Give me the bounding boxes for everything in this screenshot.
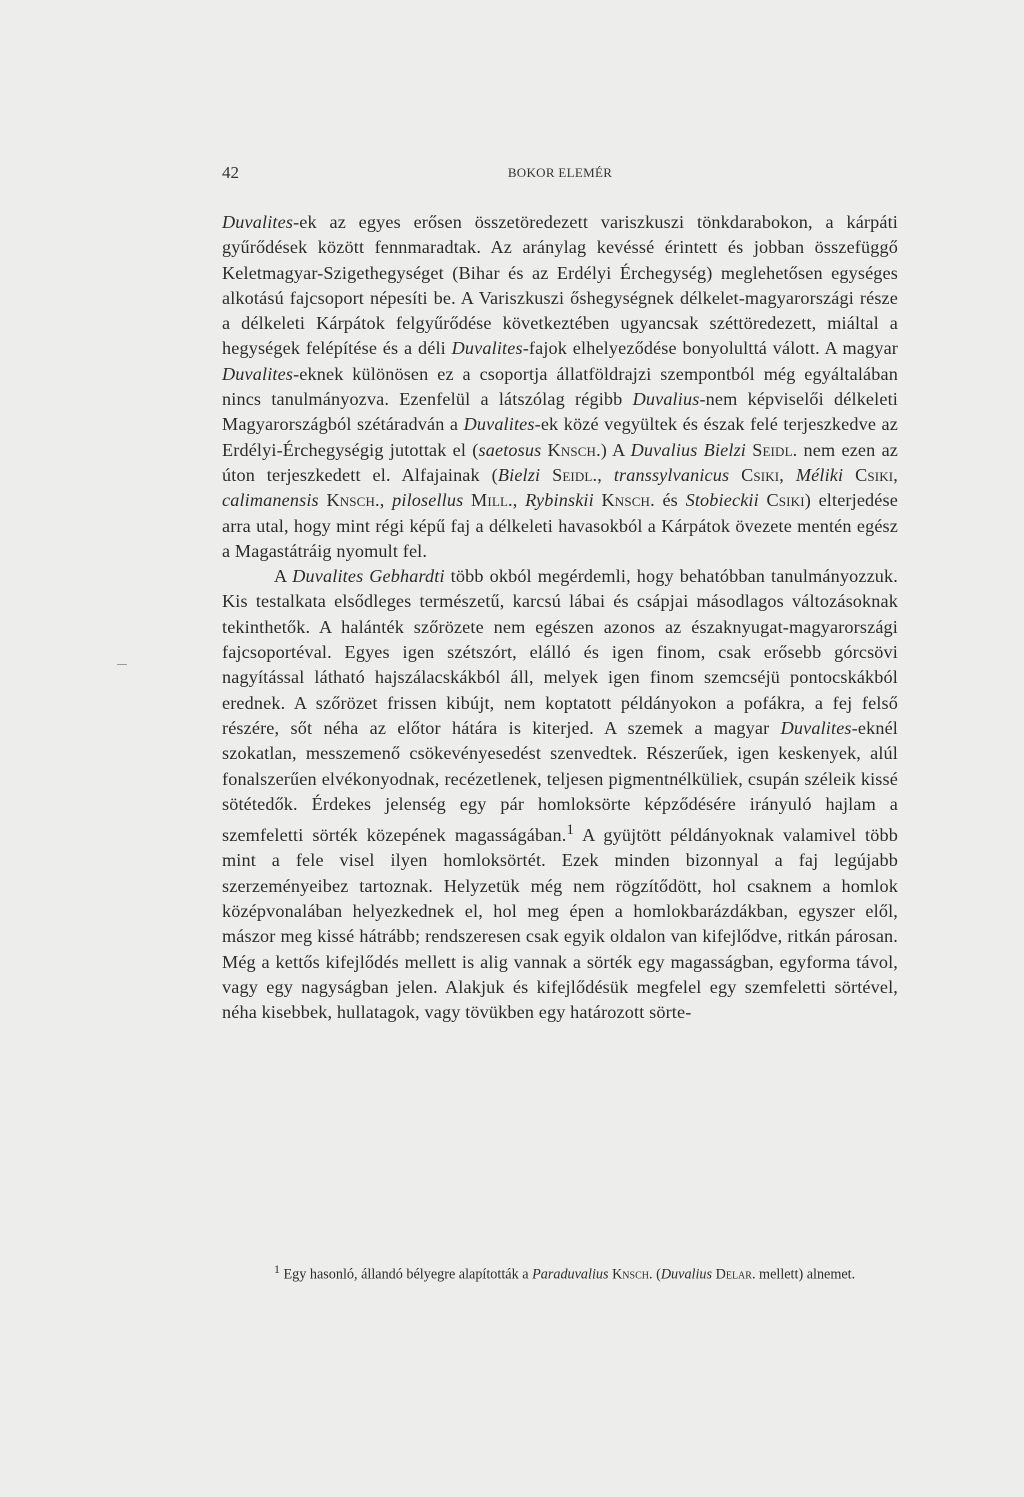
margin-mark <box>117 664 127 665</box>
small-caps-run: Knsch. <box>547 439 601 460</box>
page-header <box>222 163 898 185</box>
text-run <box>729 465 741 485</box>
page-number: 42 <box>222 163 239 182</box>
body-text <box>222 210 898 1026</box>
text-run: -ek az egyes erősen összetöredezett variszkuszi tönkdarabokon, a kárpáti gyűrődések között fennmaradtak. Az aránylag kevéssé érintett és jobban összefüggő Keletmagyar-Szigethegységet (Bihar és az Erdélyi Érchegység) meglehetősen egységes alkotású fajcsoport népesíti be. A Variszkuszi őshegységnek délkelet-magyarországi része a délkeleti Kárpátok felgyűrődése következtében ugyancsak széttöredezett, miáltal a hegységek felépítése és a déli <box>222 212 898 359</box>
text-run: , <box>597 464 614 485</box>
italic-run: Duvalites <box>222 363 294 384</box>
text-run: ) elterjedése arra utal, hogy mint régi képű faj a délkeleti havasokból a Kárpátok övezete mentén egész a Magastátráig nyomult fel. <box>222 490 898 561</box>
footnote-marker: 1 <box>274 1262 280 1276</box>
italic-run: Duvalites <box>780 717 852 738</box>
footnote-marker: 1 <box>566 821 575 839</box>
text-run: -ek közé vegyültek és észak felé terjeszkedve az Erdélyi-Érchegységig jutottak el ( <box>222 414 898 460</box>
text-run: A <box>274 566 293 587</box>
italic-run: Méliki <box>795 464 844 485</box>
text-run: , <box>379 490 393 511</box>
italic-run: Paraduvalius <box>532 1266 609 1283</box>
text-run: nem ezen az úton terjeszkedett el. Alfajainak ( <box>222 439 899 485</box>
text-run: A gyüjtött példányoknak valamivel több mint a fele visel ilyen homloksörtét. Ezek minden bizonnyal a faj legújabb szerzeményeibez tartoznak. Helyzetük még nem rögzítődött, hol csaknem a homlok középvonalában helyezkednek el, hol meg épen a homlokbarázdákban, egyszer elől, mászor meg kissé hátrább; rendszeresen csak egyik oldalon van kifejlődve, ritkán párosan. Még a kettős kifejlődés mellett is alig vannak a sörték egy magasságban, egyforma távol, vagy egy nagyságban jelen. Alakjuk és kifejlődésük megfelel egy szemfeletti sörtével, néha kisebbek, hullatagok, vagy tövükben egy határozott sörte- <box>222 825 898 1023</box>
text-run: ( <box>652 1266 661 1283</box>
text-run: ) A <box>600 439 631 460</box>
text-run: , <box>512 490 526 511</box>
text-run <box>463 490 471 510</box>
italic-run: Duvalius Bielzi <box>630 439 747 460</box>
italic-run: Duvalites <box>463 414 535 435</box>
italic-run: Rybinskii <box>525 490 594 511</box>
text-run <box>594 490 602 510</box>
running-title: BOKOR ELEMÉR <box>507 165 613 180</box>
footnote <box>222 1259 898 1285</box>
text-run: -nem képviselői délkeleti Magyarországból szétáradván a <box>222 389 898 435</box>
italic-run: Duvalius <box>632 389 700 410</box>
small-caps-run: Knsch. <box>612 1266 653 1283</box>
italic-run: saetosus <box>478 439 542 460</box>
text-run: több okból megérdemli, hogy behatóbban tanulmányozzuk. Kis testalkata elsődleges természetű, karcsú lábai és csápjai másodlagos változásoknak tekinthetők. A halánték szőrözete nem egészen azonos az északnyugat-magyarországi fajcsoportéval. Egyes igen szétszórt, elálló és igen finom, csak erősebb górcsövi nagyítással látható hajszálacskákból áll, melyek igen finom szemcséjü pontocskákból erednek. A szőrözet frissen kibújt, nem koptatott példányokon a pofákra, a fej felső részére, sőt néha az előtor hátára is kiterjed. A szemek a magyar <box>222 566 898 738</box>
text-run: mellett) alnemet. <box>755 1266 856 1283</box>
text-run: -eknél szokatlan, messzemenő csökevényesedést szenvedtek. Részerűek, igen keskenyek, alúl fonalszerűen elvékonyodnak, recézetlenek, teljesen pigmentnélküliek, csupán széleik kissé sötétedők. Érdekes jelenség egy pár homloksörte képződésére irányuló hajlam a szemfeletti sörték közepének magasságában. <box>222 717 898 846</box>
text-run: -eknek különösen ez a csoportja állatföldrajzi szempontból még egyáltalában nincs tanulmányozva. Ezenfelül a látszólag régibb <box>222 363 898 410</box>
italic-run: Stobieckii <box>685 490 759 511</box>
text-run: -fajok elhelyeződése bonyolulttá válott. A magyar <box>522 338 898 359</box>
italic-run: transsylvanicus <box>613 464 730 485</box>
small-caps-run: Mill. <box>471 490 513 511</box>
small-caps-run: Seidl. <box>552 464 598 485</box>
small-caps-run: Delar. <box>715 1266 756 1283</box>
small-caps-run: Knsch. <box>601 490 655 511</box>
italic-run: Duvalites <box>451 338 523 359</box>
small-caps-run: Knsch. <box>326 490 380 511</box>
text-run: Egy hasonló, állandó bélyegre alapították a <box>279 1266 533 1283</box>
text-run <box>843 465 855 485</box>
text-run: és <box>654 490 686 511</box>
text-run: , <box>779 464 796 485</box>
italic-run: Duvalites Gebhardti <box>292 566 445 587</box>
small-caps-run: Csiki <box>855 464 894 485</box>
paragraph-2 <box>222 564 898 1025</box>
small-caps-run: Seidl. <box>752 439 798 460</box>
italic-run: calimanensis <box>222 490 319 511</box>
italic-run: Duvalius <box>660 1266 713 1283</box>
small-caps-run: Csiki <box>766 490 805 511</box>
text-run: , <box>893 464 898 485</box>
text-run <box>540 465 552 485</box>
italic-run: pilosellus <box>392 490 464 511</box>
italic-run: Duvalites <box>222 212 294 232</box>
text-run <box>759 490 767 510</box>
paragraph-1 <box>222 210 898 564</box>
small-caps-run: Csiki <box>741 464 780 485</box>
italic-run: Bielzi <box>497 464 541 485</box>
